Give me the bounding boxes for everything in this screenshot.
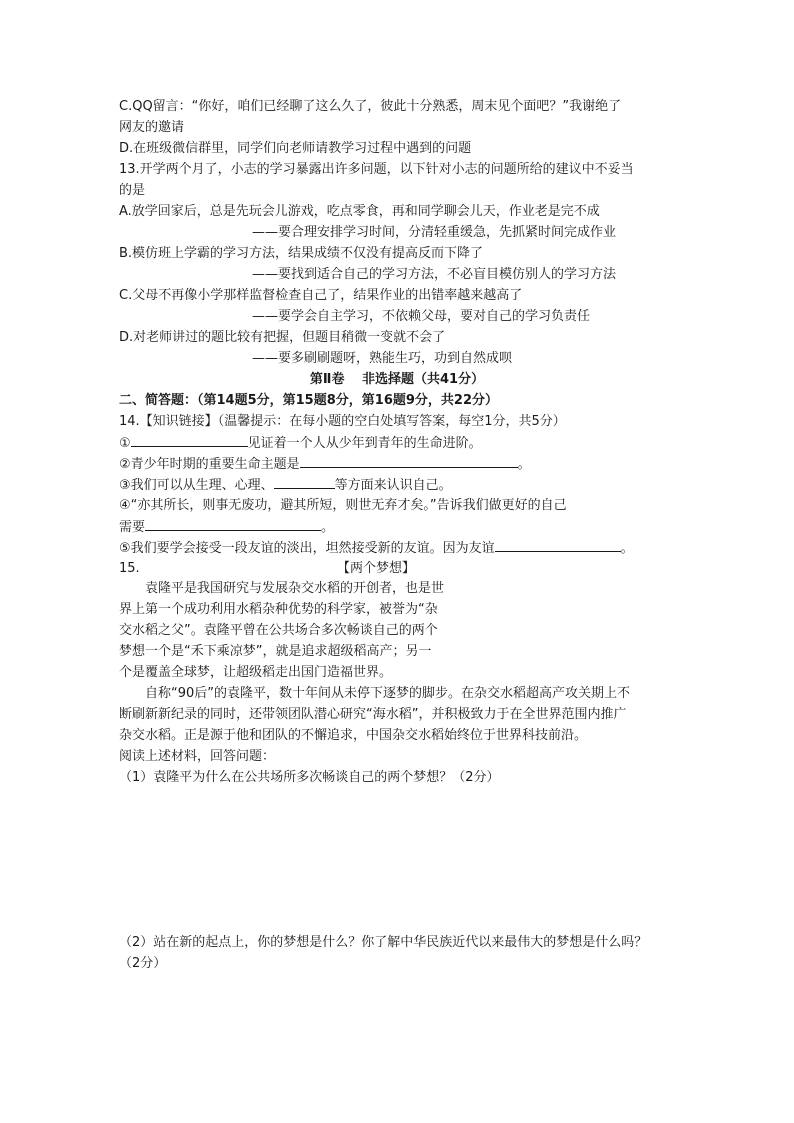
q15-subquestion-2-line2: （2分） <box>119 956 167 971</box>
q14-item1-suffix: 见证着一个人从少年到青年的生命进阶。 <box>247 436 482 451</box>
q14-item2-prefix: ②青少年时期的重要生命主题是 <box>119 457 300 472</box>
q14-item4-suffix: 。 <box>321 520 335 535</box>
q12-option-d: D.在班级微信群里，同学们向老师请教学习过程中遇到的问题 <box>119 141 472 156</box>
q14-item2 <box>119 454 531 474</box>
q14-item4-line2 <box>119 517 334 537</box>
q15-para1-line2: 界上第一个成功利用水稻杂种优势的科学家，被誉为“杂 <box>119 602 438 617</box>
q13-option-a: A.放学回家后，总是先玩会儿游戏，吃点零食，再和同学聊会儿天，作业老是完不成 <box>119 204 600 219</box>
q14-item4-answer-blank[interactable] <box>145 517 321 531</box>
q14-hint: （温馨提示：在每小题的空白处填写答案，每空1分，共5分） <box>217 414 566 429</box>
q13-stem-line2: 的是 <box>119 183 146 198</box>
q14-item3 <box>119 475 452 495</box>
q14-item4-prefix: 需要 <box>119 520 146 535</box>
q14-item5-answer-blank[interactable] <box>495 538 621 552</box>
q13-option-d: D.对老师讲过的题比较有把握，但题目稍微一变就不会了 <box>119 330 446 345</box>
q14-header <box>119 412 566 431</box>
q14-item1-answer-blank[interactable] <box>131 433 248 447</box>
q14-item1-prefix: ① <box>119 436 131 451</box>
q13-option-c-advice: ——要学会自主学习，不依赖父母，要对自己的学习负责任 <box>252 309 591 324</box>
q15-title: 【两个梦想】 <box>337 561 416 576</box>
q13-option-b-advice: ——要找到适合自己的学习方法，不必盲目模仿别人的学习方法 <box>252 267 617 282</box>
q14-item3-suffix: 等方面来认识自己。 <box>334 478 452 493</box>
q15-para2-line1: 自称“90后”的袁隆平，数十年间从未停下逐梦的脚步。在杂交水稻超高产攻关期上不 <box>119 686 631 701</box>
part2-heading: 第Ⅱ卷 非选择题（共41分） <box>309 372 485 387</box>
q14-item3-prefix: ③我们可以从生理、心理、 <box>119 478 274 493</box>
section-title: 二、简答题：（第14题5分，第15题8分，第16题9分，共22分） <box>119 393 498 408</box>
q14-item2-suffix: 。 <box>517 457 531 472</box>
q14-item1 <box>119 433 482 453</box>
q13-stem-line1: 13.开学两个月了，小志的学习暴露出许多问题，以下针对小志的问题所给的建议中不妥当 <box>119 162 634 177</box>
q14-item5 <box>119 538 634 558</box>
q15-para2-line2: 断刷新新纪录的同时，还带领团队潜心研究“海水稻”，并积极致力于在全世界范围内推广 <box>119 707 627 722</box>
q14-item5-suffix: 。 <box>620 541 634 556</box>
q14-head: 14.【知识链接】 <box>119 414 218 429</box>
q14-item2-answer-blank[interactable] <box>300 454 518 468</box>
q13-option-a-advice: ——要合理安排学习时间，分清轻重缓急，先抓紧时间完成作业 <box>252 225 617 240</box>
q15-para1-line4: 梦想一个是“禾下乘凉梦”，就是追求超级稻高产；另一 <box>119 644 432 659</box>
q13-option-c: C.父母不再像小学那样监督检查自己了，结果作业的出错率越来越高了 <box>119 288 523 303</box>
q15-instruction: 阅读上述材料，回答问题： <box>119 749 276 764</box>
q12-option-c-line2: 网友的邀请 <box>119 120 185 135</box>
q14-item4-line1: ④“亦其所长，则事无废功，避其所短，则世无弃才矣。”告诉我们做更好的自己 <box>119 498 567 513</box>
q15-para1-line5: 个是覆盖全球梦，让超级稻走出国门造福世界。 <box>119 665 393 680</box>
q15-subquestion-1: （1）袁隆平为什么在公共场所多次畅谈自己的两个梦想？（2分） <box>119 770 500 785</box>
q14-item3-answer-blank[interactable] <box>274 475 335 489</box>
q15-para2-line3: 杂交水稻。正是源于他和团队的不懈追求，中国杂交水稻始终位于世界科技前沿。 <box>119 728 588 743</box>
q15-number: 15. <box>119 561 140 576</box>
q15-para1-line3: 交水稻之父”。袁隆平曾在公共场合多次畅谈自己的两个 <box>119 623 438 638</box>
q14-item5-prefix: ⑤我们要学会接受一段友谊的淡出，坦然接受新的友谊。因为友谊 <box>119 541 495 556</box>
q15-subquestion-2-line1: （2）站在新的起点上，你的梦想是什么？你了解中华民族近代以来最伟大的梦想是什么吗？ <box>119 935 648 950</box>
q13-option-b: B.模仿班上学霸的学习方法，结果成绩不仅没有提高反而下降了 <box>119 246 484 261</box>
q12-option-c-line1: C.QQ留言：“你好，咱们已经聊了这么久了，彼此十分熟悉，周末见个面吧？”我谢绝了 <box>119 99 622 114</box>
q13-option-d-advice: ——要多刷刷题呀，熟能生巧，功到自然成呗 <box>252 351 513 366</box>
q15-para1-line1: 袁隆平是我国研究与发展杂交水稻的开创者，也是世 <box>119 581 445 596</box>
